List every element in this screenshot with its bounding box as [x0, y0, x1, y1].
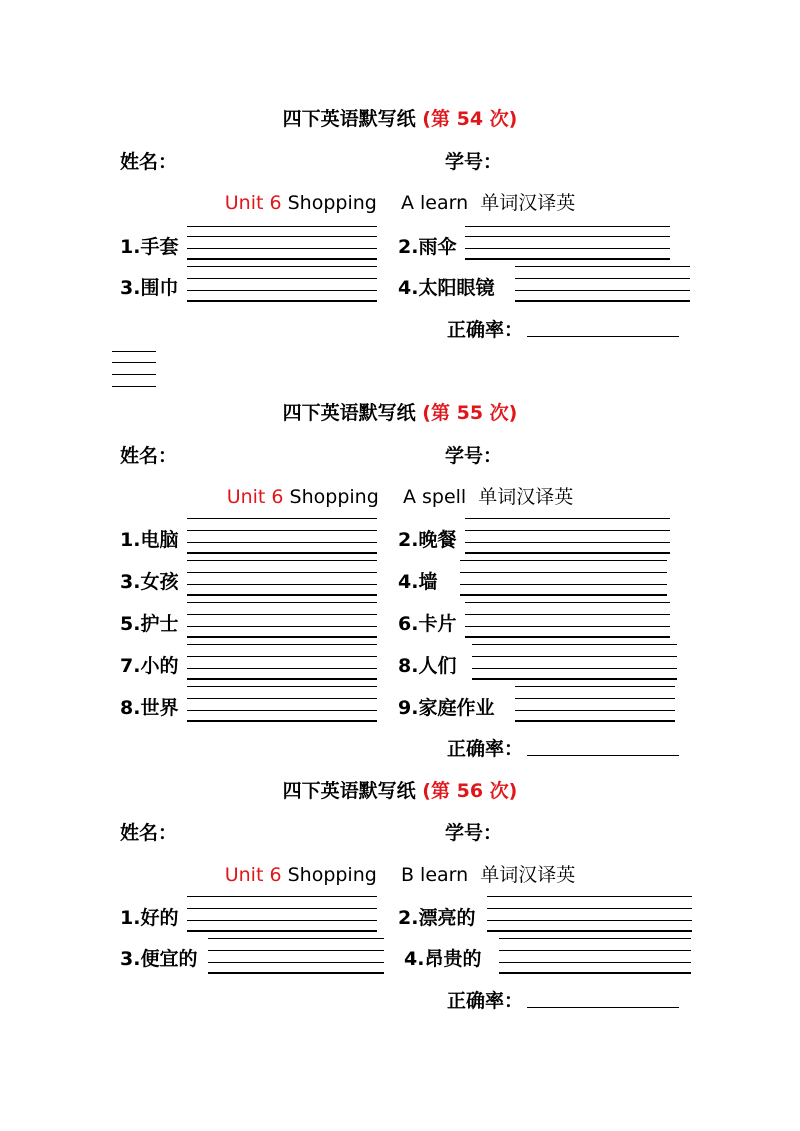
word-prompt: 2.漂亮的	[398, 907, 476, 929]
word-prompt: 6.卡片	[398, 613, 457, 635]
name-label: 姓名：	[120, 822, 178, 844]
word-prompt: 2.晚餐	[398, 529, 457, 551]
unit-number: Unit 6	[224, 192, 282, 214]
accuracy-label: 正确率：	[447, 738, 524, 760]
name-label: 姓名：	[120, 445, 178, 467]
word-prompt: 9.家庭作业	[398, 697, 495, 719]
word-prompt: 3.围巾	[120, 277, 179, 299]
word-prompt: 5.护士	[120, 613, 179, 635]
unit-description: Shopping A spell 单词汉译英	[283, 486, 574, 508]
accuracy-line[interactable]	[527, 336, 679, 337]
word-prompt: 2.雨伞	[398, 236, 457, 258]
word-prompt: 4.太阳眼镜	[398, 277, 495, 299]
sheet-1-title	[0, 104, 800, 131]
word-prompt: 1.手套	[120, 236, 179, 258]
word-prompt: 8.人们	[398, 655, 457, 677]
word-prompt: 8.世界	[120, 697, 179, 719]
unit-number: Unit 6	[226, 486, 284, 508]
accuracy-line[interactable]	[527, 1007, 679, 1008]
unit-heading	[0, 860, 800, 887]
word-prompt: 1.电脑	[120, 529, 179, 551]
word-prompt: 4.墙	[398, 571, 438, 593]
word-prompt: 4.昂贵的	[404, 948, 482, 970]
student-id-label: 学号：	[445, 445, 503, 467]
accuracy-line[interactable]	[527, 755, 679, 756]
student-id-label: 学号：	[445, 822, 503, 844]
unit-description: Shopping A learn 单词汉译英	[281, 192, 576, 214]
unit-description: Shopping B learn 单词汉译英	[281, 864, 576, 886]
title-text: 四下英语默写纸	[282, 402, 416, 424]
sheet-2-title	[0, 398, 800, 425]
title-text: 四下英语默写纸	[282, 108, 416, 130]
title-text: 四下英语默写纸	[282, 780, 416, 802]
student-id-label: 学号：	[445, 151, 503, 173]
sheet-3-title	[0, 776, 800, 803]
word-prompt: 3.女孩	[120, 571, 179, 593]
unit-number: Unit 6	[224, 864, 282, 886]
word-prompt: 3.便宜的	[120, 948, 198, 970]
title-count: (第 56 次)	[422, 780, 518, 802]
unit-heading	[0, 482, 800, 509]
accuracy-label: 正确率：	[447, 990, 524, 1012]
word-prompt: 1.好的	[120, 907, 179, 929]
title-count: (第 54 次)	[422, 108, 518, 130]
title-count: (第 55 次)	[422, 402, 518, 424]
unit-heading	[0, 188, 800, 215]
accuracy-label: 正确率：	[447, 319, 524, 341]
word-prompt: 7.小的	[120, 655, 179, 677]
name-label: 姓名：	[120, 151, 178, 173]
